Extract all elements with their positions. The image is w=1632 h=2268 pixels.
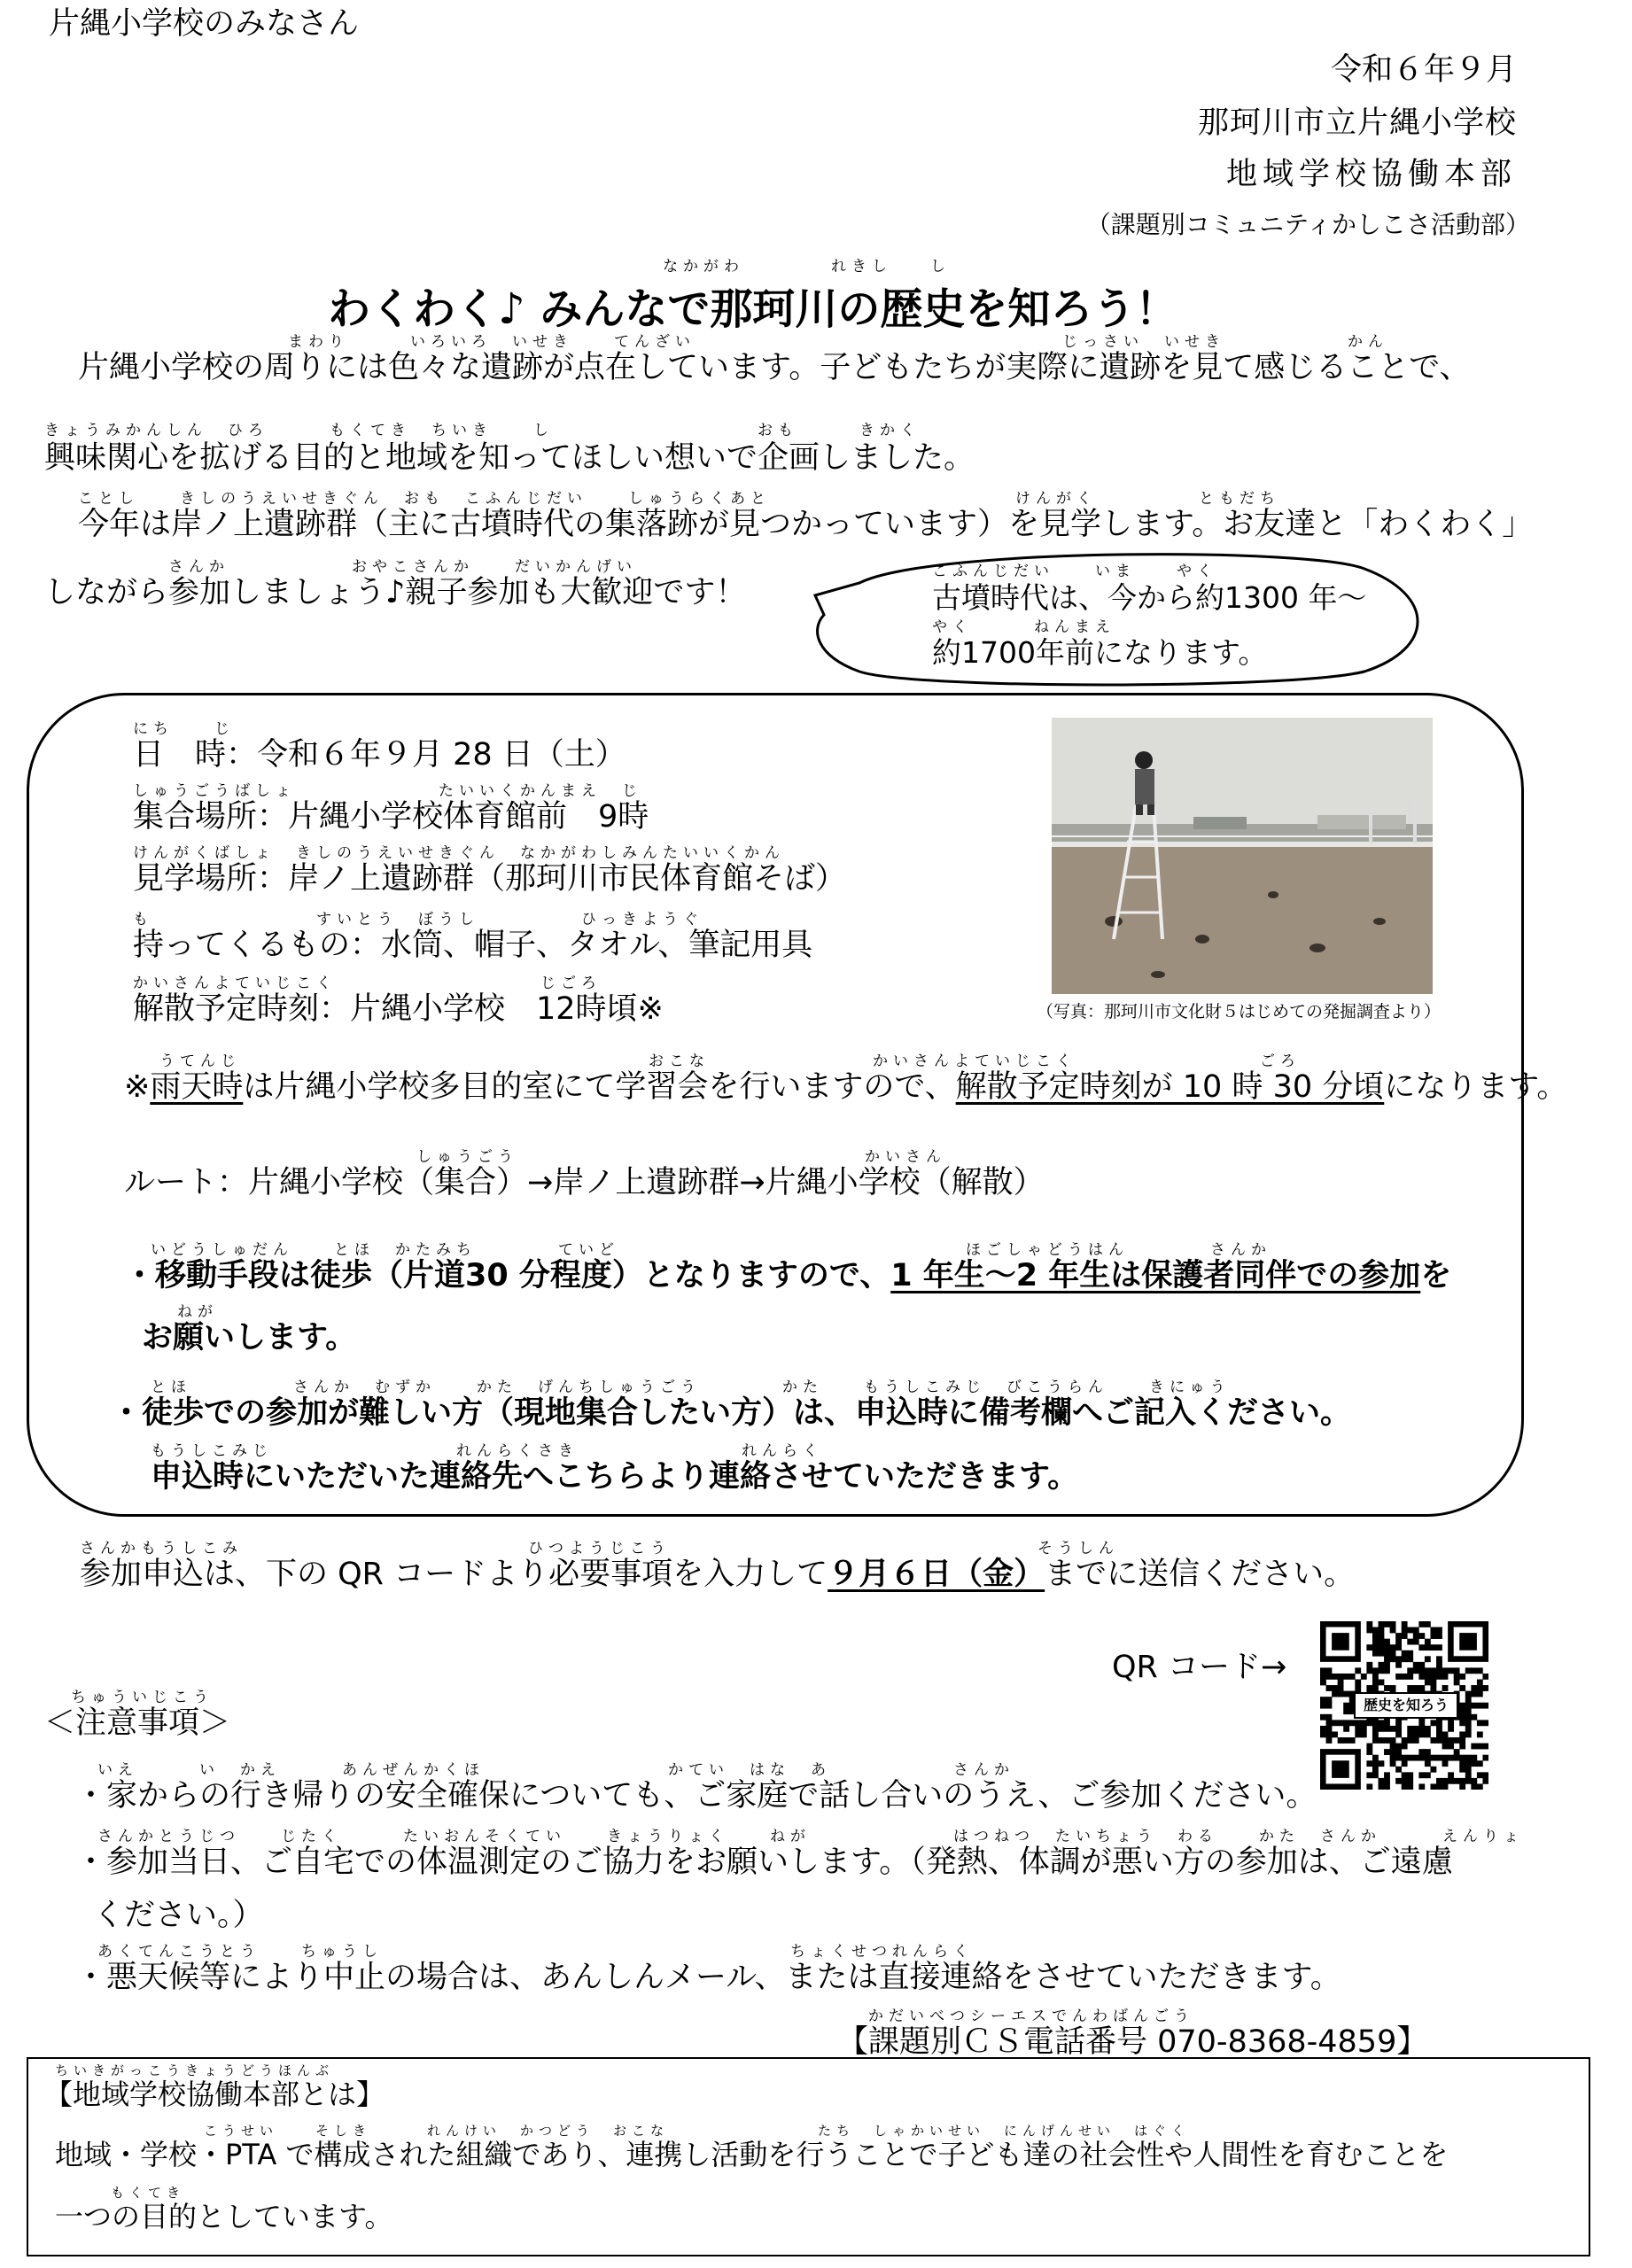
- bubble-ruby-2: やく ねんまえ: [932, 618, 1115, 636]
- local-meeting-note-continued: 申込時にいただいた連絡先へこちらより連絡させていただきます。: [151, 1459, 1079, 1495]
- bubble-line-1: 古墳時代は、今から約1300 年～: [932, 580, 1367, 615]
- rain-dismissal-emphasis: 解散予定時刻が 10 時 30 分頃: [955, 1069, 1385, 1105]
- caution3-ruby: あくてんこうとう ちゅうし ちょくせつれんらく: [97, 1943, 974, 1961]
- walking-note-text: ・移動手段は徒歩（片道30 分程度）となりますので、: [124, 1258, 891, 1293]
- intro-ruby-1: まわり いろいろ いせき てんざい じっさい いせき かん: [288, 333, 1388, 351]
- application-ruby: さんかもうしこみ ひつようじこう そうしん: [80, 1540, 1119, 1557]
- dismiss-ruby: かいさんよていじこく じごろ: [133, 975, 602, 992]
- caution2-ruby: さんかとうじつ じたく たいおんそくてい きょうりょく ねが はつねつ たいちょう わる かた さんか えんりょ: [97, 1828, 1524, 1845]
- bubble-line-2: 約1700年前になります。: [932, 635, 1268, 670]
- qr-label: QR コード→: [1112, 1650, 1287, 1685]
- bring-ruby: も すいとう ぼうし ひっきようぐ: [133, 911, 703, 928]
- visit-ruby: けんがくばしょ きしのうえいせきぐん なかがわしみんたいいくかん: [133, 844, 785, 862]
- note2b-ruby: もうしこみじ れんらくさき れんらく: [151, 1442, 823, 1460]
- caution1-ruby: いえ い かえ あんぜんかくほ かてい はな あ さんか: [97, 1761, 1014, 1779]
- caution-item-2-continued: ください。）: [93, 1898, 264, 1933]
- organization-name: 地域学校協働本部: [1225, 157, 1517, 192]
- application-deadline: ９月６日（金）: [828, 1557, 1045, 1592]
- caution-item-3: ・悪天候等により中止の場合は、あんしんメール、または直接連絡をさせていただきます。: [75, 1960, 1341, 1995]
- cautions-heading-ruby: ちゅういじこう: [71, 1689, 214, 1706]
- intro-line-3: 今年は岸ノ上遺跡群（主に古墳時代の集落跡が見つかっています）を見学します。お友達と「わくわく」: [78, 507, 1534, 542]
- rain-note-suffix: になります。: [1384, 1069, 1568, 1105]
- route-ruby: しゅうごう かいさん: [416, 1148, 946, 1166]
- guardian-required-emphasis: 1 年生～2 年生は保護者同伴での参加: [890, 1258, 1421, 1293]
- event-datetime: 日 時：令和６年９月 28 日（土）: [133, 737, 626, 773]
- event-visit-place: 見学場所：岸ノ上遺跡群（那珂川市民体育館そば）: [133, 861, 847, 897]
- phone-ruby: かだいべつシーエスでんわばんごう: [868, 2008, 1194, 2025]
- contact-phone: 【課題別ＣＳ電話番号 070-8368-4859】: [837, 2024, 1428, 2060]
- note1-ruby: いどうしゅだん とほ かたみち ていど ほごしゃどうはん さんか: [151, 1241, 1271, 1259]
- intro-ruby-2: きょうみかんしん ひろ もくてき ちいき し おも きかく: [44, 422, 921, 439]
- caution-item-1: ・家からの行き帰りの安全確保についても、ご家庭で話し合いのうえ、ご参加ください。: [75, 1778, 1317, 1814]
- qr-code[interactable]: [1320, 1621, 1488, 1790]
- intro-ruby-4: さんか おやこさんか だいかんげい: [168, 558, 637, 576]
- intro-ruby-3: ことし きしのうえいせきぐん おも こふんじだい しゅうらくあと けんがく ともだち: [78, 490, 1280, 508]
- photo-caption: （写真：那珂川市文化財５はじめての発掘調査より）: [1037, 1002, 1442, 1021]
- walking-note: [124, 1258, 1452, 1293]
- rain-time-emphasis: 雨天時: [150, 1069, 244, 1105]
- title-ruby-shi: し: [930, 258, 951, 276]
- title-ruby-nakagawa: なかがわ: [663, 258, 744, 276]
- page-title: わくわく♪ みんなで那珂川の歴史を知ろう！: [328, 284, 1178, 334]
- application-text-post: までに送信ください。: [1045, 1557, 1356, 1592]
- walking-note-continued: お願いします。: [142, 1320, 357, 1355]
- event-dismissal-time: 解散予定時刻：片縄小学校 12時頃※: [133, 991, 664, 1027]
- qr-center-label: 歴史を知ろう: [1354, 1692, 1458, 1719]
- issue-date: 令和６年９月: [1330, 52, 1517, 88]
- intro-line-4: しながら参加しましょう♪親子参加も大歓迎です！: [44, 575, 747, 610]
- rain-note: [124, 1069, 1568, 1105]
- about-heading-ruby: ちいきがっこうきょうどうほんぶ: [55, 2062, 335, 2078]
- caution-item-2: ・参加当日、ご自宅での体温測定のご協力をお願いします。（発熱、体調が悪い方の参加は、ご遠慮: [75, 1845, 1453, 1880]
- bubble-ruby-1: こふんじだい いま やく: [932, 563, 1217, 580]
- event-items-to-bring: 持ってくるもの：水筒、帽子、タオル、筆記用具: [133, 928, 813, 963]
- school-name: 那珂川市立片縄小学校: [1197, 105, 1517, 141]
- cautions-heading: ＜注意事項＞: [44, 1705, 231, 1741]
- application-text: [80, 1559, 1355, 1590]
- about-ruby-2: もくてき: [55, 2185, 186, 2201]
- note1b-ruby: ねが: [177, 1303, 218, 1321]
- datetime-ruby: にち じ: [133, 720, 235, 738]
- event-meeting-place: 集合場所：片縄小学校体育館前 9時: [133, 799, 649, 835]
- event-route: ルート：片縄小学校（集合）→岸ノ上遺跡群→片縄小学校（解散）: [124, 1165, 1045, 1200]
- about-heading: 【地域学校協働本部とは】: [44, 2078, 385, 2111]
- about-line-1: 地域・学校・PTA で構成された組織であり、連携し活動を行うことで子ども達の社会性や人間性を育むことを: [55, 2138, 1449, 2171]
- title-ruby-rekishi: れきし: [831, 258, 892, 276]
- application-text-pre: 参加申込は、下の QR コードより必要事項を入力して: [80, 1557, 828, 1592]
- intro-line-2: 興味関心を拡げる目的と地域を知ってほしい想いで企画しました。: [44, 440, 975, 476]
- about-ruby-1: こうせい そしき れんけい かつどう おこな たち しゃかいせい にんげんせい はぐく: [55, 2123, 1191, 2139]
- intro-line-1: 片縄小学校の周りには色々な遺跡が点在しています。子どもたちが実際に遺跡を見て感じることで、: [78, 350, 1471, 385]
- rain-note-prefix: ※: [124, 1069, 151, 1105]
- walking-note-suffix: を: [1420, 1258, 1452, 1293]
- note2-ruby: とほ さんか むずか かた げんちしゅうごう かた もうしこみじ びこうらん きにゅう: [151, 1379, 1231, 1396]
- meeting-ruby: しゅうごうばしょ たいいくかんまえ じ: [133, 782, 642, 800]
- local-meeting-note: ・徒歩での参加が難しい方（現地集合したい方）は、申込時に備考欄へご記入ください。: [111, 1395, 1352, 1431]
- rain-note-middle: は片縄小学校多目的室にて学習会を行いますので、: [243, 1069, 956, 1105]
- excavation-photo: [1052, 718, 1433, 994]
- about-line-2: 一つの目的としています。: [55, 2200, 393, 2233]
- department-name: （課題別コミュニティかしこさ活動部）: [1085, 210, 1530, 239]
- addressee: 片縄小学校のみなさん: [49, 6, 360, 42]
- rain-ruby: うてんじ おこな かいさんよていじこく ごろ: [159, 1052, 1301, 1070]
